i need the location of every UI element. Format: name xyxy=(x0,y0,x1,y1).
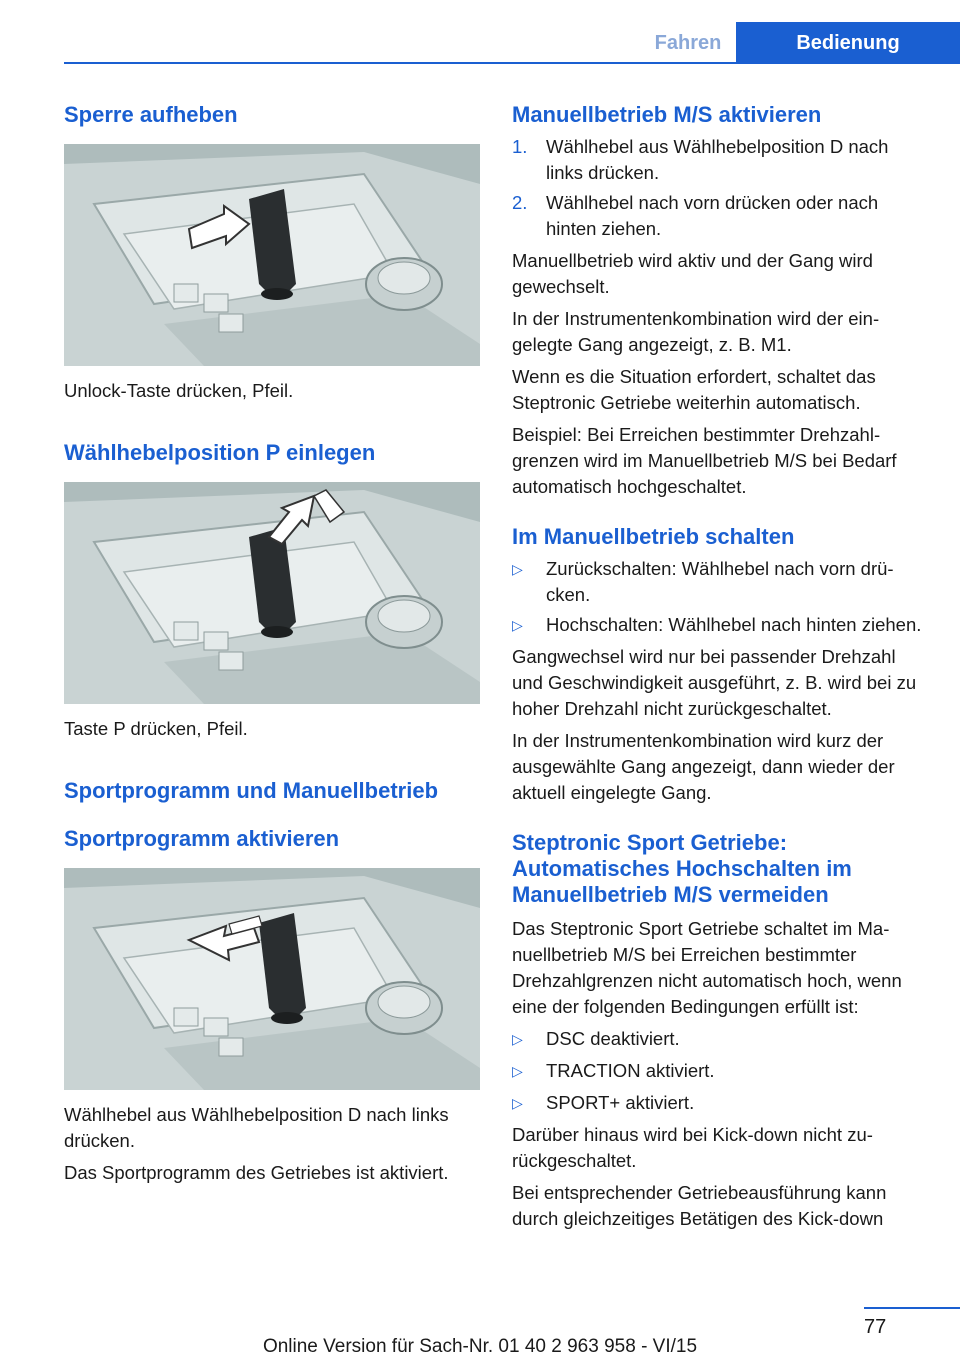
caption-sport-mode: Wählhebel aus Wählhebelposition D nach links drücken. xyxy=(64,1104,449,1151)
body-shift-2: In der Instrumentenkombination wird kurz der ausgewählte Gang angezeigt, dann wieder der aktuell eingelegte Gang. xyxy=(512,730,895,803)
condition-text: TRACTION aktiviert. xyxy=(546,1060,715,1081)
triangle-bullet-icon: ▷ xyxy=(512,1095,523,1111)
header-rule xyxy=(64,62,960,64)
list-item xyxy=(512,612,928,638)
step-text: Wählhebel nach vorn drücken oder nach hinten ziehen. xyxy=(546,192,879,239)
list-item xyxy=(512,1090,928,1116)
body-manual-2: In der Instrumentenkombination wird der eingelegte Gang angezeigt, z. B. M1. xyxy=(512,308,880,355)
list-item xyxy=(512,190,928,242)
tab-bedienung[interactable]: Bedienung xyxy=(736,22,960,62)
body-sport-1: Das Steptronic Sport Getriebe schaltet im Manuellbetrieb M/S bei Erreichen bestimmter Drehzahlgrenzen nicht automatisch hoch, wenn eine der folgenden Bedingungen erfüllt ist: xyxy=(512,918,902,1017)
body-sport-3: Bei entsprechender Getriebeausführung kann durch gleichzeitiges Betätigen des Kick-down xyxy=(512,1182,887,1229)
section-title-manuell-aktivieren: Manuellbetrieb M/S aktivieren xyxy=(512,102,822,127)
figure-p-button xyxy=(64,482,480,704)
tab-fahren[interactable]: Fahren xyxy=(654,32,722,54)
section-title-p-einlegen: Wählhebelposition P einlegen xyxy=(64,440,376,465)
manual-steps-list xyxy=(512,134,928,242)
subsection-title-sport-aktivieren: Sportprogramm aktivieren xyxy=(64,826,340,851)
left-column xyxy=(64,102,480,1186)
step-number: 1. xyxy=(512,136,528,157)
body-shift-1: Gangwechsel wird nur bei passender Drehzahl und Geschwindigkeit ausgeführt, z. B. wird bei zu hoher Drehzahl nicht zurückgeschaltet. xyxy=(512,646,917,719)
body-manual-3: Wenn es die Situation erfordert, schaltet das Steptronic Getriebe weiterhin automatisch. xyxy=(512,366,876,413)
list-item xyxy=(512,556,928,608)
figure-sport-mode xyxy=(64,868,480,1090)
online-version-footer: Online Version für Sach-Nr. 01 40 2 963 958 - VI/15 xyxy=(262,1336,698,1357)
section-title-sportprogramm: Sportprogramm und Manuellbetrieb xyxy=(64,778,439,803)
list-item xyxy=(512,1058,928,1084)
body-manual-4: Beispiel: Bei Erreichen bestimmter Drehzahlgrenzen wird im Manuellbetrieb M/S bei Bedarf automatisch hochgeschaltet. xyxy=(512,424,897,497)
body-manual-1: Manuellbetrieb wird aktiv und der Gang wird gewechselt. xyxy=(512,250,873,297)
section-title-schalten: Im Manuellbetrieb schalten xyxy=(512,524,795,549)
page-number: 77 xyxy=(864,1316,887,1338)
triangle-bullet-icon: ▷ xyxy=(512,1063,523,1079)
shift-item-text: Zurückschalten: Wählhebel nach vorn drücken. xyxy=(546,558,894,605)
caption-unlock: Unlock-Taste drücken, Pfeil. xyxy=(64,380,294,401)
footer-rule xyxy=(864,1307,960,1309)
triangle-bullet-icon: ▷ xyxy=(512,1031,523,1047)
caption-p-button: Taste P drücken, Pfeil. xyxy=(64,718,248,739)
page-header xyxy=(0,0,960,64)
step-text: Wählhebel aus Wählhebelposition D nach links drücken. xyxy=(546,136,889,183)
right-column xyxy=(512,102,928,1232)
shift-list xyxy=(512,556,928,638)
condition-list xyxy=(512,1026,928,1116)
condition-text: SPORT+ aktiviert. xyxy=(546,1092,695,1113)
section-title-sport-getriebe: Steptronic Sport Getriebe: Automatisches Hochschalten im Manuellbetrieb M/S vermeiden xyxy=(512,830,852,907)
list-item xyxy=(512,134,928,186)
triangle-bullet-icon: ▷ xyxy=(512,617,523,633)
step-number: 2. xyxy=(512,192,528,213)
section-title-sperre: Sperre aufheben xyxy=(64,102,238,127)
figure-unlock-button xyxy=(64,144,480,366)
condition-text: DSC deaktiviert. xyxy=(546,1028,680,1049)
triangle-bullet-icon: ▷ xyxy=(512,561,523,577)
body-sport-2: Darüber hinaus wird bei Kick-down nicht zurückgeschaltet. xyxy=(512,1124,873,1171)
body-sport-active: Das Sportprogramm des Getriebes ist aktiviert. xyxy=(64,1162,449,1183)
list-item xyxy=(512,1026,928,1052)
shift-item-text: Hochschalten: Wählhebel nach hinten ziehen. xyxy=(546,614,922,635)
